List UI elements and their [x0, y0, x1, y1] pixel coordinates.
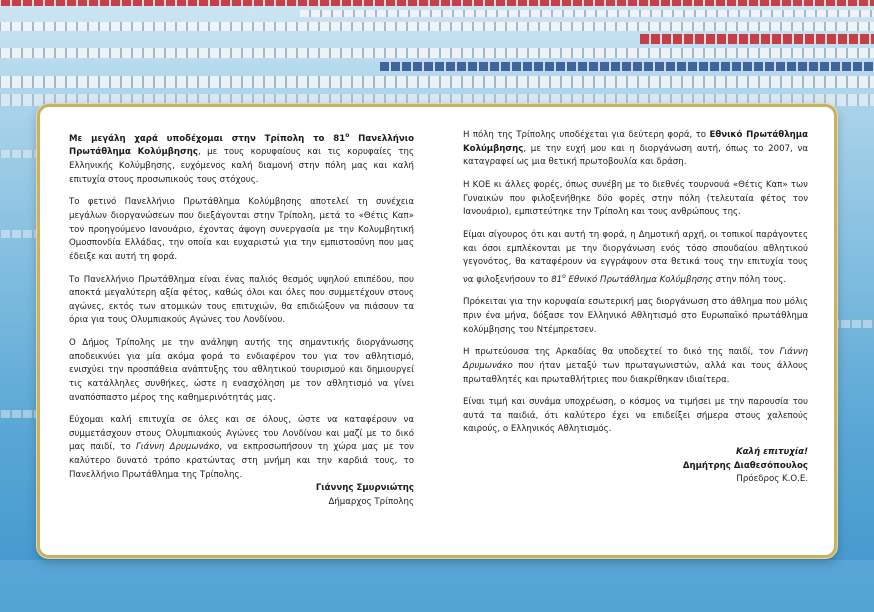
championship-name: Εθνικό Πρωτάθλημα Κολύμβησης	[565, 274, 713, 285]
athlete-name: Γιάννη Δρυμωνάκο	[463, 347, 808, 371]
paragraph-text: Εύχομαι καλή επιτυχία σε όλες και σε όλους, ώστε να καταφέρουν να συμμετάσχουν στους Ολυμπιακούς Αγώνες του Λονδίνου και μαζί με το δικό μας παιδί, το	[69, 415, 414, 453]
mayor-letter-column	[69, 129, 414, 509]
signatory-name: Δημήτρης Διαθεσόπουλος	[682, 460, 808, 471]
paragraph: Το φετινό Πανελλήνιο Πρωτάθλημα Κολύμβησης αποτελεί τη συνέχεια μεγάλων διοργανώσεων που διεξάγονται στην Τρίπολη, μετά το «Θέτις Καπ» τον προηγούμενο Ιανουάριο, έχοντας άψογη συνεργασία με την Κολυμβητική Ομοσπονδία Ελλάδας, την οποία και ευχαριστώ για την εμπιστοσύνη που μας έδειξε και αυτή τη φορά.	[69, 197, 414, 262]
signatory-role: Δήμαρχος Τρίπολης	[328, 496, 414, 507]
federation-letter-column	[463, 129, 808, 487]
paragraph-text: , με την ευχή μου και η διοργάνωση αυτή, όπως το 2007, να καταγραφεί ως μια θετική πρωτοβουλία και δράση.	[463, 143, 808, 168]
paragraph: Πρόκειται για την κορυφαία εσωτερική μας διοργάνωση στο άθλημα που μόλις πριν ένα μήνα, δόξασε τον Ελληνικό Αθλητισμό στο Ευρωπαϊκό πρωτάθλημα κολύμβησης του Ντέμπρετσεν.	[463, 297, 808, 335]
paragraph	[69, 414, 414, 482]
paragraph	[463, 346, 808, 387]
paragraph-text: που ήταν μεταξύ των πρωταγωνιστών, αλλά και τους άλλους πρωταθλητές και πρωταθλήτριες που διακρίθηκαν ιδιαίτερα.	[463, 360, 808, 385]
president-signature	[463, 446, 808, 487]
paragraph	[69, 129, 414, 187]
championship-number: 81	[551, 274, 563, 285]
lane-rope	[0, 0, 874, 6]
paragraph	[463, 129, 808, 170]
superscript: ο	[562, 272, 566, 280]
letter-panel	[37, 104, 837, 558]
lane-rope	[380, 62, 874, 71]
signatory-role: Πρόεδρος Κ.Ο.Ε.	[736, 474, 808, 485]
paragraph-text: Είμαι σίγουρος ότι και αυτή τη φορά, η Δημοτική αρχή, οι τοπικοί παράγοντες και όσοι εμπλέκονται με την διοργάνωση ενός τόσο σπουδαίου αθλητικού γεγονότος, θα καταφέρουν να εγγράψουν στα θετικά τους την επιτυχία τους να φιλοξενήσουν το	[463, 229, 808, 285]
paragraph-text: Η πρωτεύουσα της Αρκαδίας θα υποδεχτεί το δικό της παιδί, τον	[463, 347, 780, 358]
paragraph-text: , να εκπροσωπήσουν τη χώρα μας με τον καλύτερο δυνατό τρόπο κρατώντας στη μνήμη και την καρδιά τους, το Πανελλήνιο Πρωτάθλημα της Τρίπολης.	[69, 442, 414, 480]
paragraph-text: Η πόλη της Τρίπολης υποδέχεται για δεύτερη φορά, το	[463, 130, 710, 140]
paragraph-text: στην πόλη τους.	[712, 274, 787, 285]
paragraph: Το Πανελλήνιο Πρωτάθλημα είναι ένας παλιός θεσμός υψηλού επιπέδου, που αποκτά μεγαλύτερη αξία φέτος, καθώς όλοι και όλες που συμμετέχουν στους αγώνες, εκτός των ατομικών τους επιτυχιών, θα επιδιώξουν να πιάσουν τα όρια για τους Ολυμπιακούς Αγώνες του Λονδίνου.	[69, 274, 414, 326]
lane-rope	[0, 22, 874, 31]
superscript: ο	[345, 132, 350, 139]
paragraph-text: , με τους κορυφαίους και τις κορυφαίες της Ελληνικής Κολύμβησης, ευχόμενος καλή διαμονή στην πόλη μας και καλή επιτυχία στους προσωπικούς τους στόχους.	[69, 147, 414, 185]
lane-rope	[0, 76, 874, 88]
closing-line: Καλή επιτυχία!	[735, 447, 808, 458]
lane-rope	[300, 10, 874, 17]
paragraph	[463, 229, 808, 287]
athlete-name: Γιάννη Δρυμωνάκο	[135, 442, 220, 453]
paragraph: Η ΚΟΕ κι άλλες φορές, όπως συνέβη με το διεθνές τουρνουά «Θέτις Καπ» των Γυναικών που φιλοξενήθηκε δύο φορές στην πόλη (τελευταία φέτος τον Ιανουάριο), εμπιστεύτηκε την Τρίπολη και τους ανθρώπους της.	[463, 179, 808, 218]
lane-rope	[640, 34, 874, 44]
paragraph: Είναι τιμή και συνάμα υποχρέωση, ο κόσμος να τιμήσει με την παρουσία του αυτά τα παιδιά, ότι καλύτερο έχει να επιδείξει σήμερα στους χαλεπούς καιρούς, ο Ελληνικός Αθλητισμός.	[463, 397, 808, 435]
signatory-name: Γιάννης Σμυρνιώτης	[315, 483, 414, 494]
lead-text: Με μεγάλη χαρά υποδέχομαι στην Τρίπολη το 81	[69, 133, 346, 144]
mayor-signature	[69, 482, 414, 509]
championship-name: Εθνικό Πρωτάθλημα Κολύμβησης	[463, 130, 808, 154]
lane-rope	[0, 48, 874, 58]
water-band	[0, 560, 874, 612]
lead-text: Πανελλήνιο Πρωτάθλημα Κολύμβησης	[69, 133, 414, 158]
paragraph: Ο Δήμος Τρίπολης με την ανάληψη αυτής της σημαντικής διοργάνωσης αποδεικνύει για μία ακόμα φορά το ενδιαφέρον του για τον αθλητισμό, ενισχύει την προσπάθεια ανάπτυξης του αθλητικού τουρισμού και δημιουργεί τις κατάλληλες συνθήκες, ώστε η ενασχόληση με τον αθλητισμό να γίνει αναπόσπαστο μέρος της καθημερινότητάς μας.	[69, 338, 414, 403]
